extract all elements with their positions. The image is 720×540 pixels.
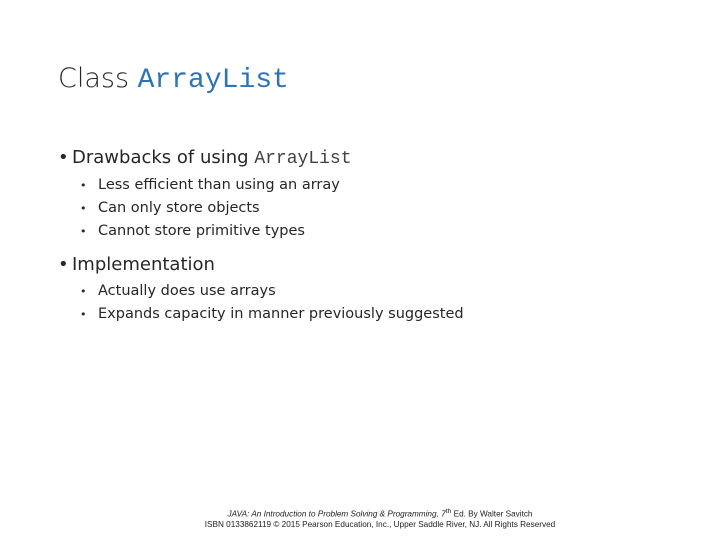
bullet-text: Less efficient than using an array [98,177,340,193]
bullet-icon: • [80,202,87,215]
section-lead-code: ArrayList [254,149,352,169]
section-lead [72,146,352,171]
section-lead-text: Drawbacks of using [72,147,255,168]
footer-author: Ed. By Walter Savitch [451,509,533,519]
bullet-level2 [80,174,698,197]
bullet-icon: • [58,254,69,275]
bullet-text: Cannot store primitive types [98,223,305,239]
bullet-text: Expands capacity in manner previously suggested [98,306,464,322]
footer-copyright: ISBN 0133862119 © 2015 Pearson Education, Inc., Upper Saddle River, NJ. All Rights Reserved [204,520,556,529]
bullet-icon: • [80,225,87,238]
bullet-level2 [80,280,698,303]
section-drawbacks [58,146,698,243]
slide-title-prefix: Class [58,63,138,94]
bullet-level2 [80,197,698,220]
bullet-icon: • [80,308,87,321]
bullet-level1 [58,253,698,277]
footer-book-title: JAVA: An Introduction to Problem Solving & Programming, 7 [227,509,446,519]
sub-bullets [58,280,698,326]
bullet-text: Can only store objects [98,200,260,216]
slide-title [58,60,289,100]
section-implementation [58,253,698,326]
footer-edition-sup: th [445,508,452,515]
bullet-level2 [80,303,698,326]
bullet-icon: • [80,179,87,192]
bullet-level1 [58,146,698,171]
slide-body [58,146,698,336]
footer-citation [0,508,720,519]
bullet-icon: • [80,285,87,298]
slide-title-code: ArrayList [137,65,289,96]
bullet-icon: • [58,147,69,168]
sub-bullets [58,174,698,243]
section-lead-text: Implementation [72,254,215,275]
bullet-level2 [80,220,698,243]
bullet-text: Actually does use arrays [98,283,276,299]
